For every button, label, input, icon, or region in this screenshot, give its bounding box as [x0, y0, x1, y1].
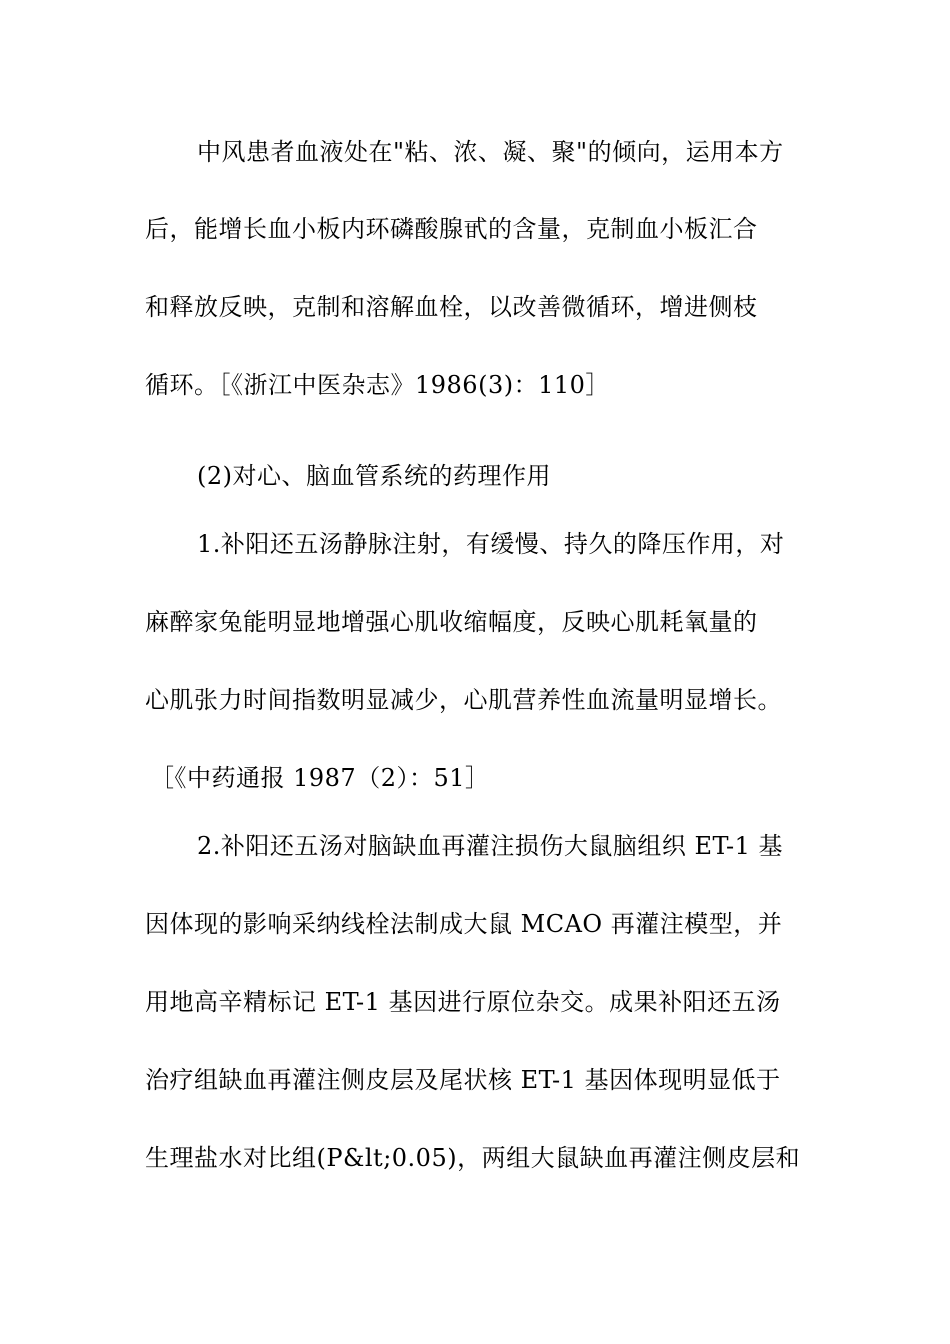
paragraph-1-line-4-citation: 循环。［《浙江中医杂志》1986(3)：110］ [145, 371, 610, 399]
paragraph-2-line-2: 麻醉家兔能明显地增强心肌收缩幅度，反映心肌耗氧量的 [145, 608, 758, 636]
section-heading: (2)对心、脑血管系统的药理作用 [197, 462, 551, 490]
paragraph-1-line-2: 后，能增长血小板内环磷酸腺甙的含量，克制血小板汇合 [145, 215, 758, 243]
paragraph-3-line-5: 生理盐水对比组(P&lt;0.05)，两组大鼠缺血再灌注侧皮层和 [145, 1144, 801, 1172]
paragraph-3-line-3: 用地高辛精标记 ET-1 基因进行原位杂交。成果补阳还五汤 [145, 988, 781, 1016]
paragraph-3-line-2: 因体现的影响采纳线栓法制成大鼠 MCAO 再灌注模型，并 [145, 910, 783, 938]
paragraph-2-citation: ［《中药通报 1987（2）：51］ [150, 764, 490, 792]
paragraph-2-line-1: 1.补阳还五汤静脉注射，有缓慢、持久的降压作用，对 [197, 530, 785, 558]
paragraph-3-line-4: 治疗组缺血再灌注侧皮层及尾状核 ET-1 基因体现明显低于 [145, 1066, 781, 1094]
paragraph-3-line-1: 2.补阳还五汤对脑缺血再灌注损伤大鼠脑组织 ET-1 基 [197, 832, 783, 860]
paragraph-1-line-1: 中风患者血液处在"粘、浓、凝、聚"的倾向，运用本方 [197, 138, 784, 166]
paragraph-1-line-3: 和释放反映，克制和溶解血栓，以改善微循环，增进侧枝 [145, 293, 758, 321]
paragraph-2-line-3: 心肌张力时间指数明显减少，心肌营养性血流量明显增长。 [145, 686, 782, 714]
